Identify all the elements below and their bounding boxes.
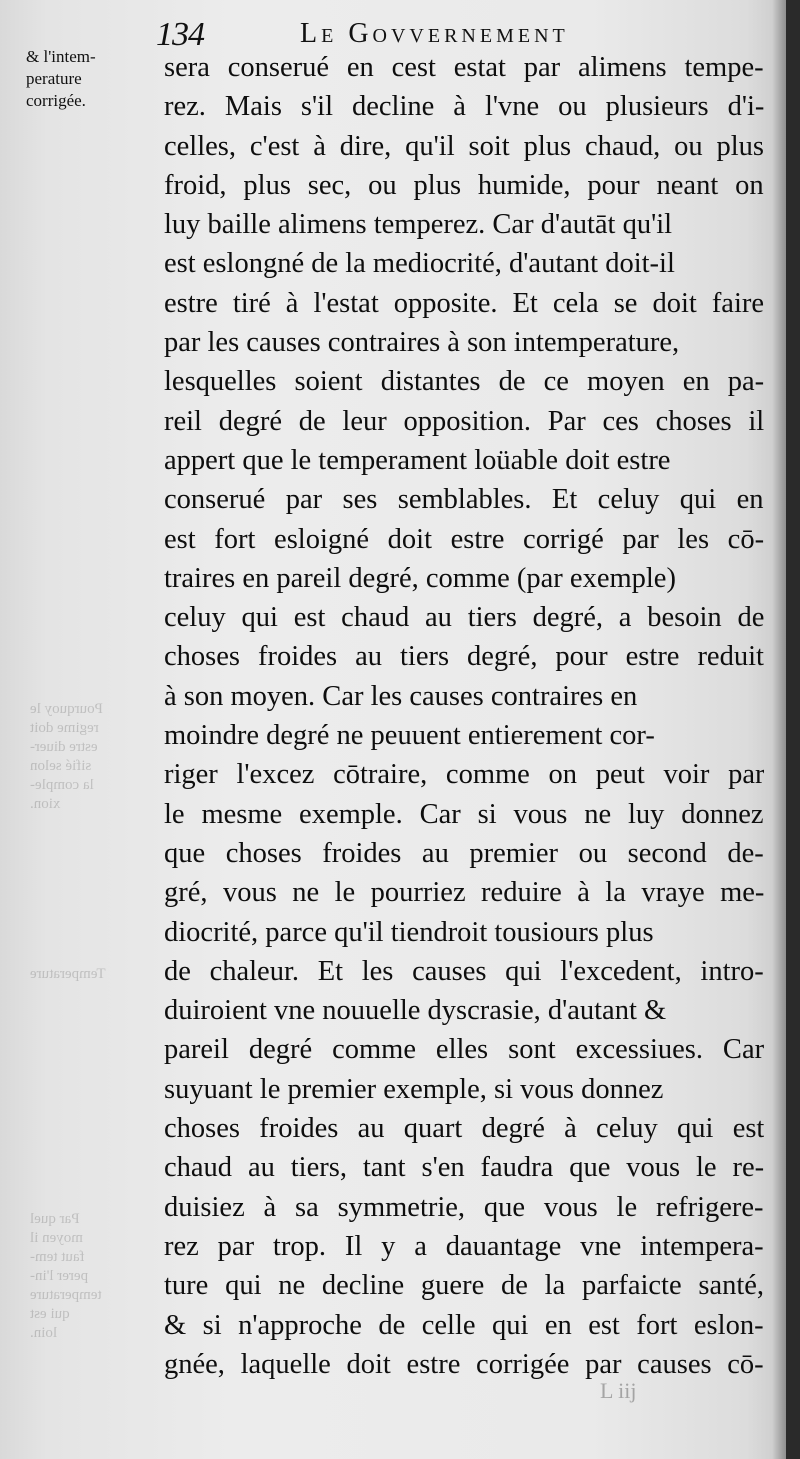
margin-note-line: perature [26, 69, 82, 88]
text-line: sera conserué en cest estat par alimens tempe- [164, 52, 764, 83]
show-through-line: perer l'in- [30, 1268, 89, 1284]
page-gutter-shadow [772, 0, 786, 1459]
margin-note [26, 46, 156, 112]
text-line: que choses froides au premier ou second de- [164, 837, 764, 869]
margin-note-line: & l'intem- [26, 47, 96, 66]
margin-note-line: corrigée. [26, 91, 86, 110]
show-through-line: xion. [30, 796, 61, 812]
show-through-line: Pourquoy le [30, 701, 103, 717]
text-line: duiroient vne nouuelle dyscrasie, d'autant & [164, 995, 667, 1027]
text-line: estre tiré à l'estat opposite. Et cela se doit faire [164, 287, 764, 319]
text-line: conserué par ses semblables. Et celuy qui en [164, 484, 764, 516]
text-line: moindre degré ne peuuent entierement cor- [164, 720, 655, 752]
body-text [164, 48, 764, 1384]
show-through-line: sifié selon [30, 758, 92, 774]
text-line: à son moyen. Car les causes contraires en [164, 680, 638, 712]
text-line: pareil degré comme elles sont excessiues. Car [164, 1034, 764, 1066]
text-line: gnée, laquelle doit estre corrigée par causes cō- [164, 1348, 764, 1380]
text-line: rez par trop. Il y a dauantage vne intempera- [164, 1230, 764, 1262]
text-line: duisiez à sa symmetrie, que vous le refrigere- [164, 1191, 764, 1223]
text-line: traires en pareil degré, comme (par exemple) [164, 562, 676, 594]
show-through-note-2 [30, 1210, 170, 1343]
show-through-note-1 [30, 700, 170, 814]
text-line: luy baille alimens temperez. Car d'autāt qu'il [164, 209, 673, 241]
text-line: celuy qui est chaud au tiers degré, a besoin de [164, 602, 764, 634]
show-through-line: regime doit [30, 720, 99, 736]
text-line: & si n'approche de celle qui en est fort eslon- [164, 1309, 764, 1341]
text-line: par les causes contraires à son intemperature, [164, 327, 680, 359]
show-through-line: qui est [30, 1306, 70, 1322]
show-through-line: estre diuer- [30, 739, 98, 755]
text-line: reil degré de leur opposition. Par ces choses il [164, 405, 764, 437]
show-through-line: faut tem- [30, 1249, 85, 1265]
text-line: le mesme exemple. Car si vous ne luy donnez [164, 798, 764, 830]
text-line: est fort esloigné doit estre corrigé par les cō- [164, 523, 764, 555]
text-line: riger l'excez cōtraire, comme on peut voir par [164, 759, 764, 791]
show-through-note-3 [30, 965, 170, 984]
text-line: choses froides au quart degré à celuy qui est [164, 1113, 764, 1145]
text-line: est eslongné de la mediocrité, d'autant doit-il [164, 248, 675, 280]
text-line: celles, c'est à dire, qu'il soit plus chaud, ou plus [164, 130, 764, 162]
signature-mark: L iij [600, 1378, 637, 1403]
text-line: suyuant le premier exemple, si vous donnez [164, 1073, 664, 1105]
show-through-line: la comple- [30, 777, 94, 793]
show-through-line: moyen il [30, 1230, 83, 1246]
text-line: appert que le temperament loüable doit estre [164, 444, 671, 476]
text-line: diocrité, parce qu'il tiendroit tousiours plus [164, 916, 654, 948]
show-through-line: Temperature [30, 966, 106, 982]
text-line: ture qui ne decline guere de la parfaicte santé, [164, 1270, 764, 1302]
show-through-line: temperature [30, 1287, 102, 1303]
text-line: de chaleur. Et les causes qui l'excedent, intro- [164, 955, 764, 987]
text-line: choses froides au tiers degré, pour estre reduit [164, 641, 764, 673]
show-through-line: loin. [30, 1325, 58, 1341]
text-line: rez. Mais s'il decline à l'vne ou plusieurs d'i- [164, 91, 764, 123]
text-line: chaud au tiers, tant s'en faudra que vous le re- [164, 1152, 764, 1184]
text-line: gré, vous ne le pourriez reduire à la vraye me- [164, 877, 764, 909]
running-title: Le Govvernement [300, 18, 569, 49]
text-line: froid, plus sec, ou plus humide, pour neant on [164, 169, 764, 201]
show-through-line: Par quel [30, 1211, 80, 1227]
page-number: 134 [156, 16, 204, 53]
text-line: lesquelles soient distantes de ce moyen en pa- [164, 366, 764, 398]
